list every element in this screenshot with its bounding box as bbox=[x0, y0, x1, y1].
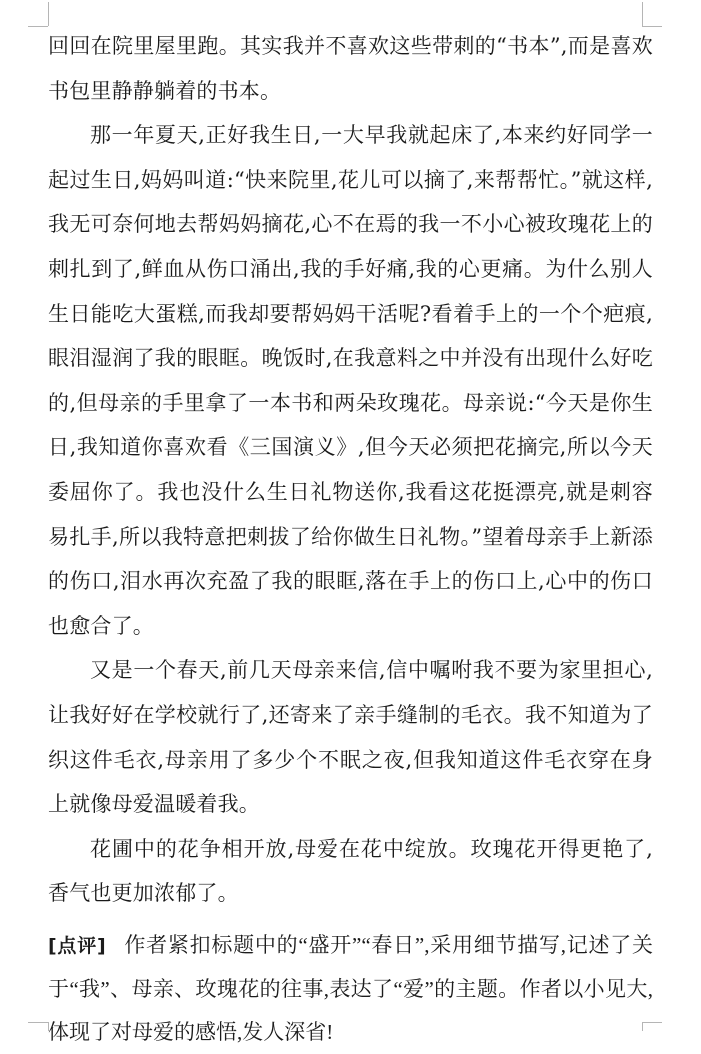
paragraph-3: 又是一个春天,前几天母亲来信,信中嘱咐我不要为家里担心,让我好好在学校就行了,还寄来了亲手缝制的毛衣。我不知道为了织这件毛衣,母亲用了多少个不眠之夜,但我知道这件毛衣穿在身上就像母爱温暖着我。 bbox=[48, 658, 653, 817]
crop-mark-bottom-left-h bbox=[28, 1022, 48, 1023]
body-text bbox=[48, 24, 653, 1054]
paragraph-4: 花圃中的花争相开放,母爱在花中绽放。玫瑰花开得更艳了,香气也更加浓郁了。 bbox=[48, 836, 653, 906]
crop-mark-top-right-v bbox=[642, 2, 643, 26]
crop-mark-top-left-h bbox=[28, 26, 48, 27]
paragraph-2: 那一年夏天,正好我生日,一大早我就起床了,本来约好同学一起过生日,妈妈叫道:“快来院里,花儿可以摘了,来帮帮忙。”就这样,我无可奈何地去帮妈妈摘花,心不在焉的我一不小心被玫瑰花上的刺扎到了,鲜血从伤口涌出,我的手好痛,我的心更痛。为什么别人生日能吃大蛋糕,而我却要帮妈妈干活呢?看着手上的一个个疤痕,眼泪湿润了我的眼眶。晚饭时,在我意料之中并没有出现什么好吃的,但母亲的手里拿了一本书和两朵玫瑰花。母亲说:“今天是你生日,我知道你喜欢看《三国演义》,但今天必须把花摘完,所以今天委屈你了。我也没什么生日礼物送你,我看这花挺漂亮,就是刺容易扎手,所以我特意把刺拔了给你做生日礼物。”望着母亲手上新添的伤口,泪水再次充盈了我的眼眶,落在手上的伤口上,心中的伤口也愈合了。 bbox=[48, 123, 653, 638]
paragraph-1: 回回在院里屋里跑。其实我并不喜欢这些带刺的“书本”,而是喜欢书包里静静躺着的书本。 bbox=[48, 34, 653, 103]
review-text: 作者紧扣标题中的“盛开”“春日”,采用细节描写,记述了关于“我”、母亲、玫瑰花的往事,表达了“爱”的主题。作者以小见大,体现了对母爱的感悟,发人深省! bbox=[48, 932, 654, 1044]
review-paragraph bbox=[48, 924, 653, 1054]
crop-mark-top-left-v bbox=[48, 2, 49, 26]
review-label: [点评] bbox=[48, 934, 106, 957]
